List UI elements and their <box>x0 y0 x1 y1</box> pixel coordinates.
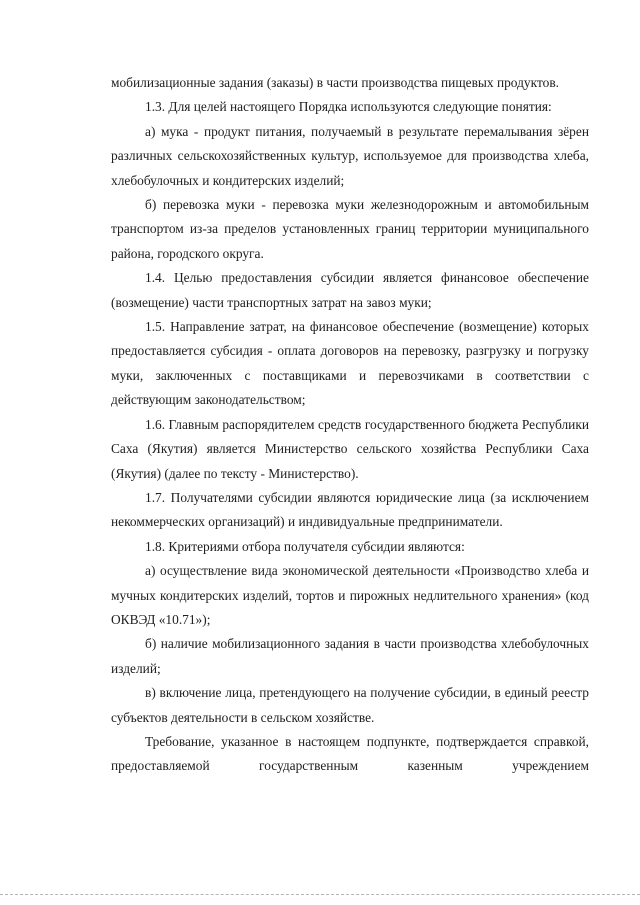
paragraph-1-5: 1.5. Направление затрат, на финансовое обеспечение (возмещение) которых предоставляется субсидия - оплата договоров на перевозку, разгрузку и погрузку муки, заключенных с поставщиками и перевозчиками в соответствии с действующим законодательством; <box>111 319 589 408</box>
paragraph-item-b-transport: б) перевозка муки - перевозка муки железнодорожным и автомобильным транспортом из-за пределов установленных границ территории муниципального района, городского округа. <box>111 197 589 261</box>
paragraph-requirement: Требование, указанное в настоящем подпункте, подтверждается справкой, предоставляемой государственным казенным учреждением <box>111 733 589 774</box>
paragraph-1-3: 1.3. Для целей настоящего Порядка используются следующие понятия: <box>145 99 552 115</box>
paragraph-item-a-flour: а) мука - продукт питания, получаемый в результате перемалывания зёрен различных сельскохозяйственных культур, используемое для производства хлеба, хлебобулочных и кондитерских изделий; <box>111 123 589 188</box>
paragraph-criteria-a: а) осуществление вида экономической деятельности «Производство хлеба и мучных кондитерских изделий, тортов и пирожных недлительного хранения» (код ОКВЭД «10.71»); <box>111 563 589 627</box>
paragraph-1-8: 1.8. Критериями отбора получателя субсидии являются: <box>145 538 465 554</box>
document-body <box>111 71 589 779</box>
paragraph-criteria-b: б) наличие мобилизационного задания в части производства хлебобулочных изделий; <box>111 636 589 676</box>
paragraph-1-4: 1.4. Целью предоставления субсидии является финансовое обеспечение (возмещение) части транспортных затрат на завоз муки; <box>111 270 589 310</box>
paragraph-criteria-c: в) включение лица, претендующего на получение субсидии, в единый реестр субъектов деятельности в сельском хозяйстве. <box>111 685 589 725</box>
page-bottom-divider <box>0 894 640 895</box>
paragraph-1-6: 1.6. Главным распорядителем средств государственного бюджета Республики Саха (Якутия) является Министерство сельского хозяйства Республики Саха (Якутия) (далее по тексту - Министерство). <box>111 416 589 481</box>
paragraph-continuation: мобилизационные задания (заказы) в части производства пищевых продуктов. <box>111 75 559 90</box>
paragraph-1-7: 1.7. Получателями субсидии являются юридические лица (за исключением некоммерческих организаций) и индивидуальные предприниматели. <box>111 489 589 530</box>
